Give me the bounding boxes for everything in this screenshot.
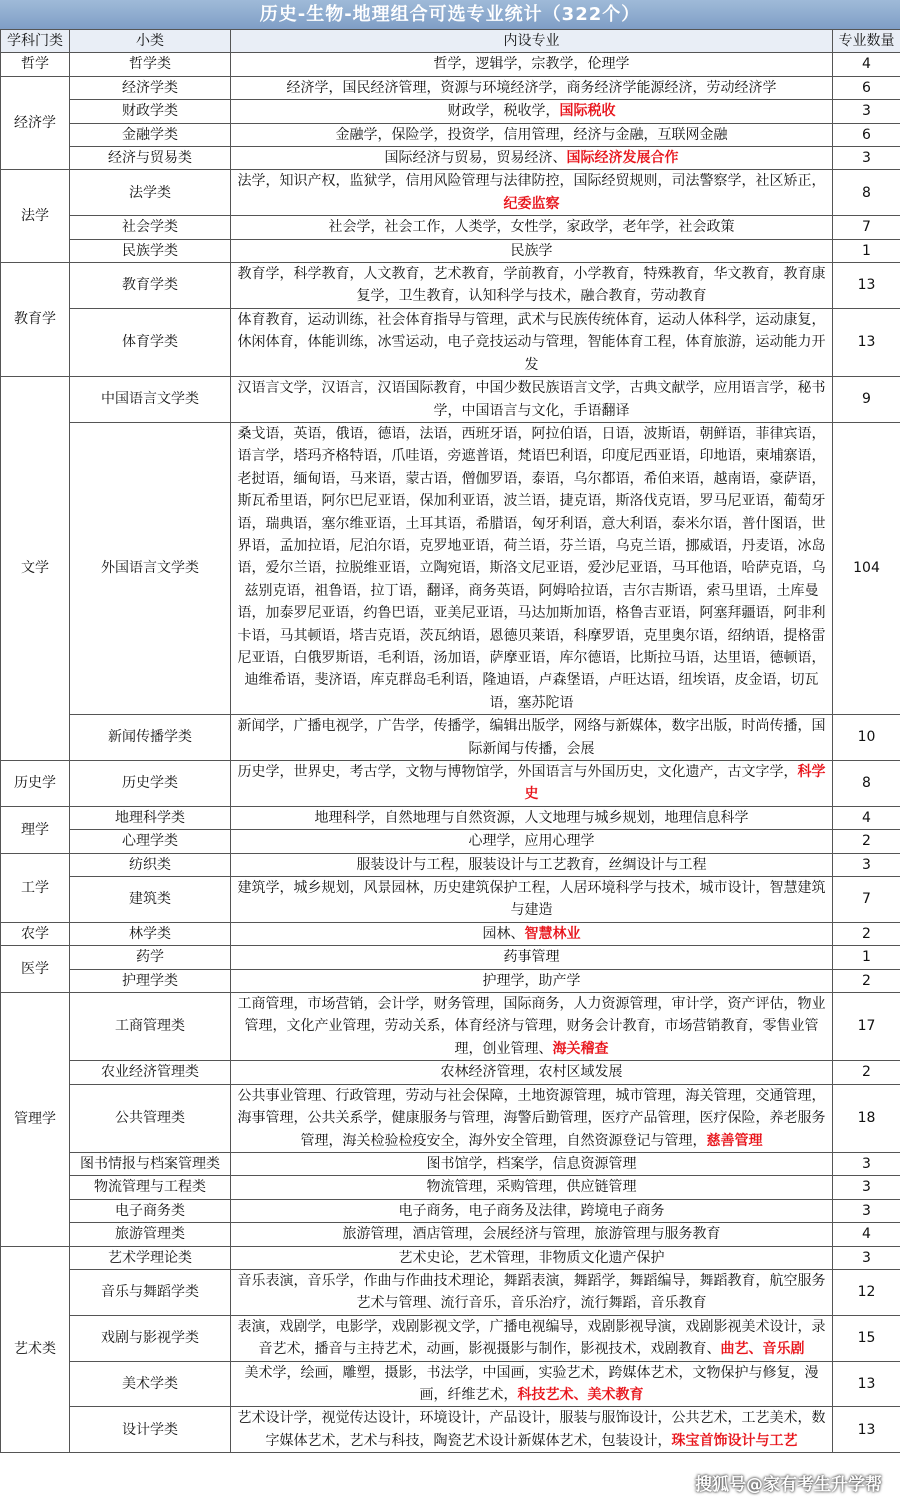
majors-cell [231,422,833,714]
majors-text: 物流管理，采购管理，供应链管理 [426,1179,637,1196]
table-row [1,123,900,146]
table-row [1,1361,900,1407]
count-cell: 2 [833,969,900,992]
majors-text: 音乐表演，音乐学，作曲与作曲技术理论，舞蹈表演，舞蹈学，舞蹈编导，舞蹈教育，航空服务艺术与管理、流行音乐，音乐治疗，流行舞蹈，音乐教育 [237,1272,826,1312]
subcategory-cell: 教育学类 [70,263,231,309]
table-row [1,922,900,945]
count-cell: 4 [833,1223,900,1246]
table-row [1,877,900,923]
majors-cell [231,1315,833,1361]
count-cell: 13 [833,263,900,309]
majors-cell [231,216,833,239]
subcategory-cell: 设计学类 [70,1407,231,1453]
count-cell: 12 [833,1269,900,1315]
majors-cell [231,969,833,992]
majors-cell [231,761,833,807]
table-body [1,53,900,1453]
new-major-highlight: 海关稽查 [552,1040,609,1057]
subcategory-cell: 美术学类 [70,1361,231,1407]
page-title: 历史-生物-地理组合可选专业统计（322个） [0,0,900,29]
majors-text: 建筑学，城乡规划，风景园林，历史建筑保护工程，人居环境科学与技术，城市设计，智慧建筑与建造 [237,880,826,919]
category-cell: 理学 [1,806,70,853]
category-cell: 管理学 [1,993,70,1246]
new-major-highlight: 国际税收 [559,103,616,120]
header-majors: 内设专业 [231,30,833,53]
new-major-highlight: 国际经济发展合作 [566,150,679,167]
table-row [1,263,900,309]
majors-cell [231,100,833,123]
subcategory-cell: 地理科学类 [70,806,231,829]
subcategory-cell: 新闻传播学类 [70,715,231,761]
subcategory-cell: 建筑类 [70,877,231,923]
subcategory-cell: 外国语言文学类 [70,422,231,714]
majors-table [0,29,900,1453]
subcategory-cell: 图书情报与档案管理类 [70,1152,231,1175]
majors-cell [231,1199,833,1222]
new-major-highlight: 科技艺术、美术教育 [517,1386,644,1403]
table-row [1,853,900,876]
table-row [1,1407,900,1453]
majors-cell [231,1084,833,1152]
table-row [1,1246,900,1269]
subcategory-cell: 工商管理类 [70,993,231,1061]
table-row [1,993,900,1061]
majors-cell [231,1176,833,1199]
table-row [1,1269,900,1315]
category-cell: 教育学 [1,263,70,377]
count-cell: 8 [833,170,900,216]
subcategory-cell: 艺术学理论类 [70,1246,231,1269]
subcategory-cell: 历史学类 [70,761,231,807]
subcategory-cell: 护理学类 [70,969,231,992]
majors-text: 国际经济与贸易，贸易经济、 [384,150,567,167]
table-row [1,76,900,99]
majors-cell [231,1361,833,1407]
count-cell: 4 [833,806,900,829]
majors-text: 图书馆学，档案学，信息资源管理 [426,1155,637,1172]
majors-text: 桑戈语，英语，俄语，德语，法语，西班牙语，阿拉伯语，日语，波斯语，朝鲜语，菲律宾语，语言学，塔玛齐格特语，爪哇语，旁遮普语，梵语巴利语，印度尼西亚语，印地语，柬埔寨语，老挝语，缅甸语，马来语，蒙古语，僧伽罗语，泰语，乌尔都语，希伯来语，越南语，豪萨语，斯瓦希里语，阿尔巴尼亚语，保加利亚语，波兰语，捷克语，斯洛伐克语，罗马尼亚语，葡萄牙语，瑞典语，塞尔维亚语，土耳其语，希腊语，匈牙利语，意大利语，泰米尔语，普什图语，世界语，孟加拉语，尼泊尔语，克罗地亚语，荷兰语，芬兰语，乌克兰语，挪威语，丹麦语，冰岛语，爱尔兰语，拉脱维亚语，立陶宛语，斯洛文尼亚语，爱沙尼亚语，马耳他语，哈萨克语，乌兹别克语，祖鲁语，拉丁语，翻译，商务英语，阿姆哈拉语，吉尔吉斯语，索马里语，土库曼语，加泰罗尼亚语，约鲁巴语，亚美尼亚语，马达加斯加语，格鲁吉亚语，阿塞拜疆语，阿非利卡语，马其顿语，塔吉克语，茨瓦纳语，恩德贝莱语，科摩罗语，克里奥尔语，绍纳语，提格雷尼亚语，白俄罗斯语，毛利语，汤加语，萨摩亚语，库尔德语，比斯拉马语，达里语，德顿语，迪维希语，斐济语，库克群岛毛利语，隆迪语，卢森堡语，卢旺达语，纽埃语，皮金语，切瓦语，塞苏陀语 [237,425,826,711]
majors-text: 旅游管理，酒店管理，会展经济与管理，旅游管理与服务教育 [342,1226,721,1243]
count-cell: 13 [833,1361,900,1407]
majors-cell [231,946,833,969]
table-header-row [1,30,900,53]
table-row [1,100,900,123]
majors-text: 历史学，世界史，考古学，文物与博物馆学，外国语言与外国历史，文化遗产，古文字学， [237,764,798,780]
count-cell: 104 [833,422,900,714]
count-cell: 2 [833,922,900,945]
table-row [1,761,900,807]
new-major-highlight: 曲艺、音乐剧 [720,1341,805,1358]
subcategory-cell: 心理学类 [70,830,231,853]
table-row [1,1061,900,1084]
table-row [1,1176,900,1199]
majors-text: 财政学，税收学， [447,103,560,120]
count-cell: 13 [833,1407,900,1453]
subcategory-cell: 体育学类 [70,308,231,376]
table-row [1,806,900,829]
table-row [1,1199,900,1222]
majors-cell [231,1407,833,1453]
majors-text: 艺术史论，艺术管理，非物质文化遗产保护 [398,1249,665,1266]
majors-text: 汉语言文学，汉语言，汉语国际教育，中国少数民族语言文学，古典文献学，应用语言学，秘书学，中国语言与文化，手语翻译 [237,380,826,419]
majors-text: 表演，戏剧学，电影学，戏剧影视文学，广播电视编导，戏剧影视导演，戏剧影视美术设计，录音艺术，播音与主持艺术，动画，影视摄影与制作，影视技术，戏剧教育、 [237,1318,826,1358]
majors-text: 地理科学，自然地理与自然资源，人文地理与城乡规划，地理信息科学 [314,809,749,826]
count-cell: 9 [833,377,900,423]
count-cell: 6 [833,76,900,99]
table-row [1,170,900,216]
count-cell: 1 [833,946,900,969]
category-cell: 艺术类 [1,1246,70,1453]
majors-cell [231,853,833,876]
count-cell: 2 [833,1061,900,1084]
count-cell: 18 [833,1084,900,1152]
subcategory-cell: 社会学类 [70,216,231,239]
majors-text: 公共事业管理、行政管理，劳动与社会保障，土地资源管理，城市管理，海关管理，交通管理，海事管理，公共关系学，健康服务与管理，海警后勤管理，医疗产品管理，医疗保险，养老服务管理，海关检验检疫安全，海外安全管理，自然资源登记与管理， [237,1087,826,1149]
majors-cell [231,1269,833,1315]
majors-cell [231,715,833,761]
majors-text: 护理学，助产学 [482,972,581,989]
new-major-highlight: 纪委监察 [503,195,560,212]
table-row [1,1084,900,1152]
header-subcategory: 小类 [70,30,231,53]
new-major-highlight: 智慧林业 [524,925,581,942]
majors-cell [231,993,833,1061]
majors-text: 教育学，科学教育，人文教育，艺术教育，学前教育，小学教育，特殊教育，华文教育，教育康复学，卫生教育，认知科学与技术，融合教育，劳动教育 [237,266,826,305]
header-count: 专业数量 [833,30,900,53]
table-row [1,830,900,853]
subcategory-cell: 纺织类 [70,853,231,876]
watermark: 搜狐号@家有考生升学帮 [695,1475,882,1495]
majors-text: 电子商务，电子商务及法律，跨境电子商务 [398,1202,665,1219]
majors-text: 艺术设计学，视觉传达设计，环境设计，产品设计，服装与服饰设计，公共艺术，工艺美术，数字媒体艺术，艺术与科技，陶瓷艺术设计新媒体艺术，包装设计， [237,1410,826,1449]
subcategory-cell: 中国语言文学类 [70,377,231,423]
majors-cell [231,1246,833,1269]
majors-text: 民族学 [510,242,553,259]
table-row [1,1152,900,1175]
majors-text: 园林、 [482,925,525,942]
majors-cell [231,263,833,309]
table-row [1,216,900,239]
count-cell: 6 [833,123,900,146]
count-cell: 3 [833,1176,900,1199]
majors-text: 药事管理 [503,949,560,966]
majors-cell [231,1152,833,1175]
count-cell: 17 [833,993,900,1061]
table-row [1,239,900,262]
count-cell: 10 [833,715,900,761]
majors-text: 社会学，社会工作，人类学，女性学，家政学，老年学，社会政策 [328,219,735,236]
table-row [1,1223,900,1246]
count-cell: 3 [833,1152,900,1175]
subcategory-cell: 旅游管理类 [70,1223,231,1246]
count-cell: 1 [833,239,900,262]
majors-cell [231,308,833,376]
category-cell: 农学 [1,922,70,945]
majors-text: 体育教育，运动训练，社会体育指导与管理，武术与民族传统体育，运动人体科学，运动康复，休闲体育，体能训练，冰雪运动，电子竞技运动与管理，智能体育工程，体育旅游，运动能力开发 [237,311,826,373]
majors-text: 工商管理，市场营销，会计学，财务管理，国际商务，人力资源管理，审计学，资产评估，物业管理，文化产业管理，劳动关系，体育经济与管理，财务会计教育，市场营销教育，零售业管理，创业管理、 [237,996,826,1057]
subcategory-cell: 音乐与舞蹈学类 [70,1269,231,1315]
subcategory-cell: 哲学类 [70,53,231,76]
subcategory-cell: 公共管理类 [70,1084,231,1152]
majors-cell [231,806,833,829]
count-cell: 4 [833,53,900,76]
table-row [1,1315,900,1361]
count-cell: 8 [833,761,900,807]
new-major-highlight: 科学史 [524,764,826,803]
subcategory-cell: 农业经济管理类 [70,1061,231,1084]
majors-text: 金融学，保险学，投资学，信用管理，经济与金融，互联网金融 [335,126,728,143]
category-cell: 工学 [1,853,70,922]
count-cell: 3 [833,1199,900,1222]
majors-cell [231,239,833,262]
subcategory-cell: 经济与贸易类 [70,147,231,170]
majors-text: 新闻学，广播电视学，广告学，传播学，编辑出版学，网络与新媒体，数字出版，时尚传播，国际新闻与传播，会展 [237,718,826,757]
table-row [1,53,900,76]
category-cell: 历史学 [1,761,70,807]
category-cell: 医学 [1,946,70,993]
count-cell: 7 [833,877,900,923]
subcategory-cell: 物流管理与工程类 [70,1176,231,1199]
count-cell: 3 [833,1246,900,1269]
subcategory-cell: 药学 [70,946,231,969]
table-row [1,308,900,376]
count-cell: 7 [833,216,900,239]
majors-cell [231,377,833,423]
majors-cell [231,1223,833,1246]
category-cell: 文学 [1,377,70,761]
header-category: 学科门类 [1,30,70,53]
count-cell: 2 [833,830,900,853]
count-cell: 3 [833,100,900,123]
count-cell: 3 [833,147,900,170]
subcategory-cell: 法学类 [70,170,231,216]
majors-cell [231,76,833,99]
subcategory-cell: 经济学类 [70,76,231,99]
table-row [1,422,900,714]
majors-text: 哲学，逻辑学，宗教学，伦理学 [433,56,630,73]
majors-cell [231,922,833,945]
category-cell: 经济学 [1,76,70,170]
majors-text: 服装设计与工程，服装设计与工艺教育，丝绸设计与工程 [356,856,707,873]
subcategory-cell: 林学类 [70,922,231,945]
table-row [1,377,900,423]
new-major-highlight: 珠宝首饰设计与工艺 [671,1432,798,1449]
count-cell: 3 [833,853,900,876]
category-cell: 哲学 [1,53,70,76]
new-major-highlight: 慈善管理 [706,1132,763,1149]
majors-text: 心理学，应用心理学 [468,833,595,850]
table-row [1,969,900,992]
majors-cell [231,123,833,146]
majors-text: 农林经济管理，农村区域发展 [440,1064,623,1081]
count-cell: 13 [833,308,900,376]
subcategory-cell: 财政学类 [70,100,231,123]
table-row [1,715,900,761]
majors-cell [231,830,833,853]
subcategory-cell: 电子商务类 [70,1199,231,1222]
subcategory-cell: 金融学类 [70,123,231,146]
majors-cell [231,1061,833,1084]
count-cell: 15 [833,1315,900,1361]
majors-text: 经济学，国民经济管理，资源与环境经济学，商务经济学能源经济，劳动经济学 [286,79,777,96]
majors-text: 美术学，绘画，雕塑，摄影，书法学，中国画，实验艺术，跨媒体艺术，文物保护与修复，漫画，纤维艺术， [244,1364,819,1403]
table-row [1,147,900,170]
majors-cell [231,147,833,170]
category-cell: 法学 [1,170,70,263]
subcategory-cell: 戏剧与影视学类 [70,1315,231,1361]
table-row [1,946,900,969]
majors-cell [231,53,833,76]
majors-cell [231,170,833,216]
majors-text: 法学，知识产权，监狱学，信用风险管理与法律防控，国际经贸规则，司法警察学，社区矫正， [237,173,826,190]
majors-cell [231,877,833,923]
subcategory-cell: 民族学类 [70,239,231,262]
